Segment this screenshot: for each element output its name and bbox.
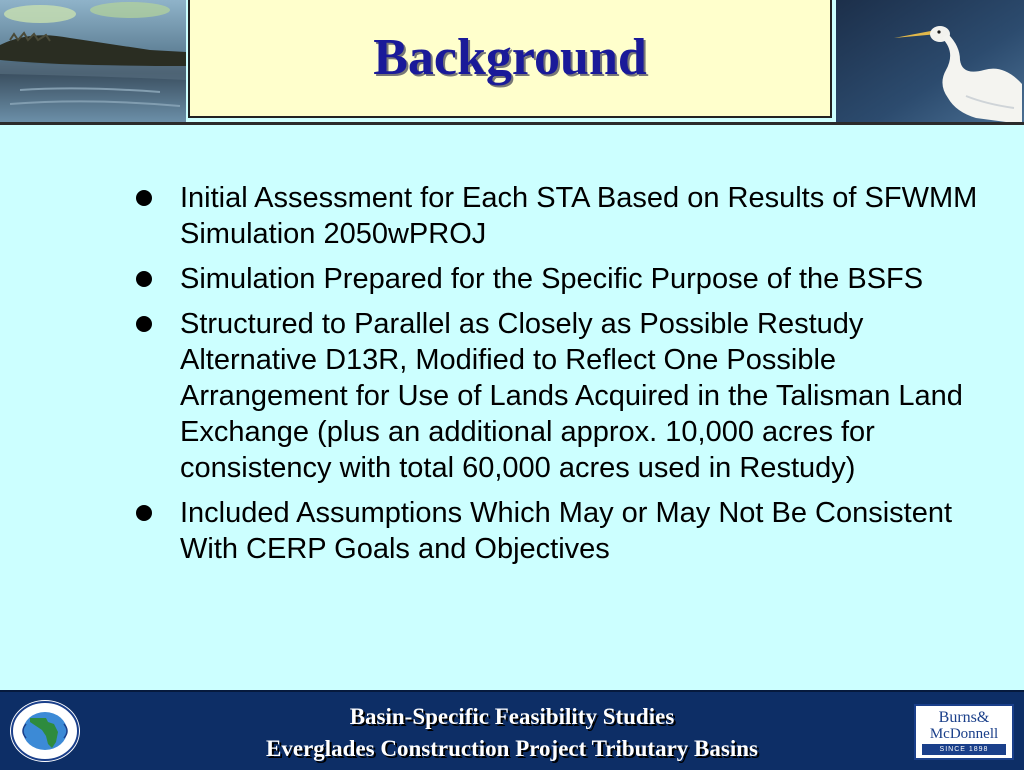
bullet-item	[128, 306, 978, 486]
footer-line-1: Basin-Specific Feasibility Studies	[349, 704, 675, 729]
logo-amp-text: &	[976, 709, 990, 726]
bullet-list	[128, 180, 978, 576]
egret-photo	[836, 0, 1024, 122]
bullet-text: Included Assumptions Which May or May Not Be Consistent With CERP Goals and Objectives	[180, 497, 953, 565]
logo-since-text: SINCE 1898	[922, 744, 1006, 755]
bullet-text: Structured to Parallel as Closely as Possible Restudy Alternative D13R, Modified to Reflect One Possible Arrangement for Use of Lands Acquired in the Talisman Land Exchange (plus an additional approx. 10,000 acres for consistency with total 60,000 acres used in Restudy)	[180, 308, 963, 484]
logo-mcdonnell-text: McDonnell	[929, 726, 999, 742]
alligator-photo	[0, 0, 186, 122]
slide-footer	[0, 690, 1024, 770]
bullet-text: Simulation Prepared for the Specific Purpose of the BSFS	[180, 263, 924, 295]
burns-mcdonnell-logo	[914, 704, 1014, 760]
slide-title: Background	[373, 29, 647, 86]
footer-line-2: Everglades Construction Project Tributary Basins	[266, 736, 758, 761]
bullet-dot-icon	[136, 190, 152, 206]
bullet-dot-icon	[136, 316, 152, 332]
bullet-dot-icon	[136, 505, 152, 521]
logo-burns-text: Burns	[938, 709, 977, 726]
title-box	[188, 0, 832, 118]
bullet-dot-icon	[136, 271, 152, 287]
bullet-item	[128, 495, 978, 567]
slide-header	[0, 0, 1024, 124]
bullet-text: Initial Assessment for Each STA Based on Results of SFWMM Simulation 2050wPROJ	[180, 182, 978, 250]
bullet-item	[128, 180, 978, 252]
header-divider	[0, 122, 1024, 125]
bullet-item	[128, 261, 978, 297]
